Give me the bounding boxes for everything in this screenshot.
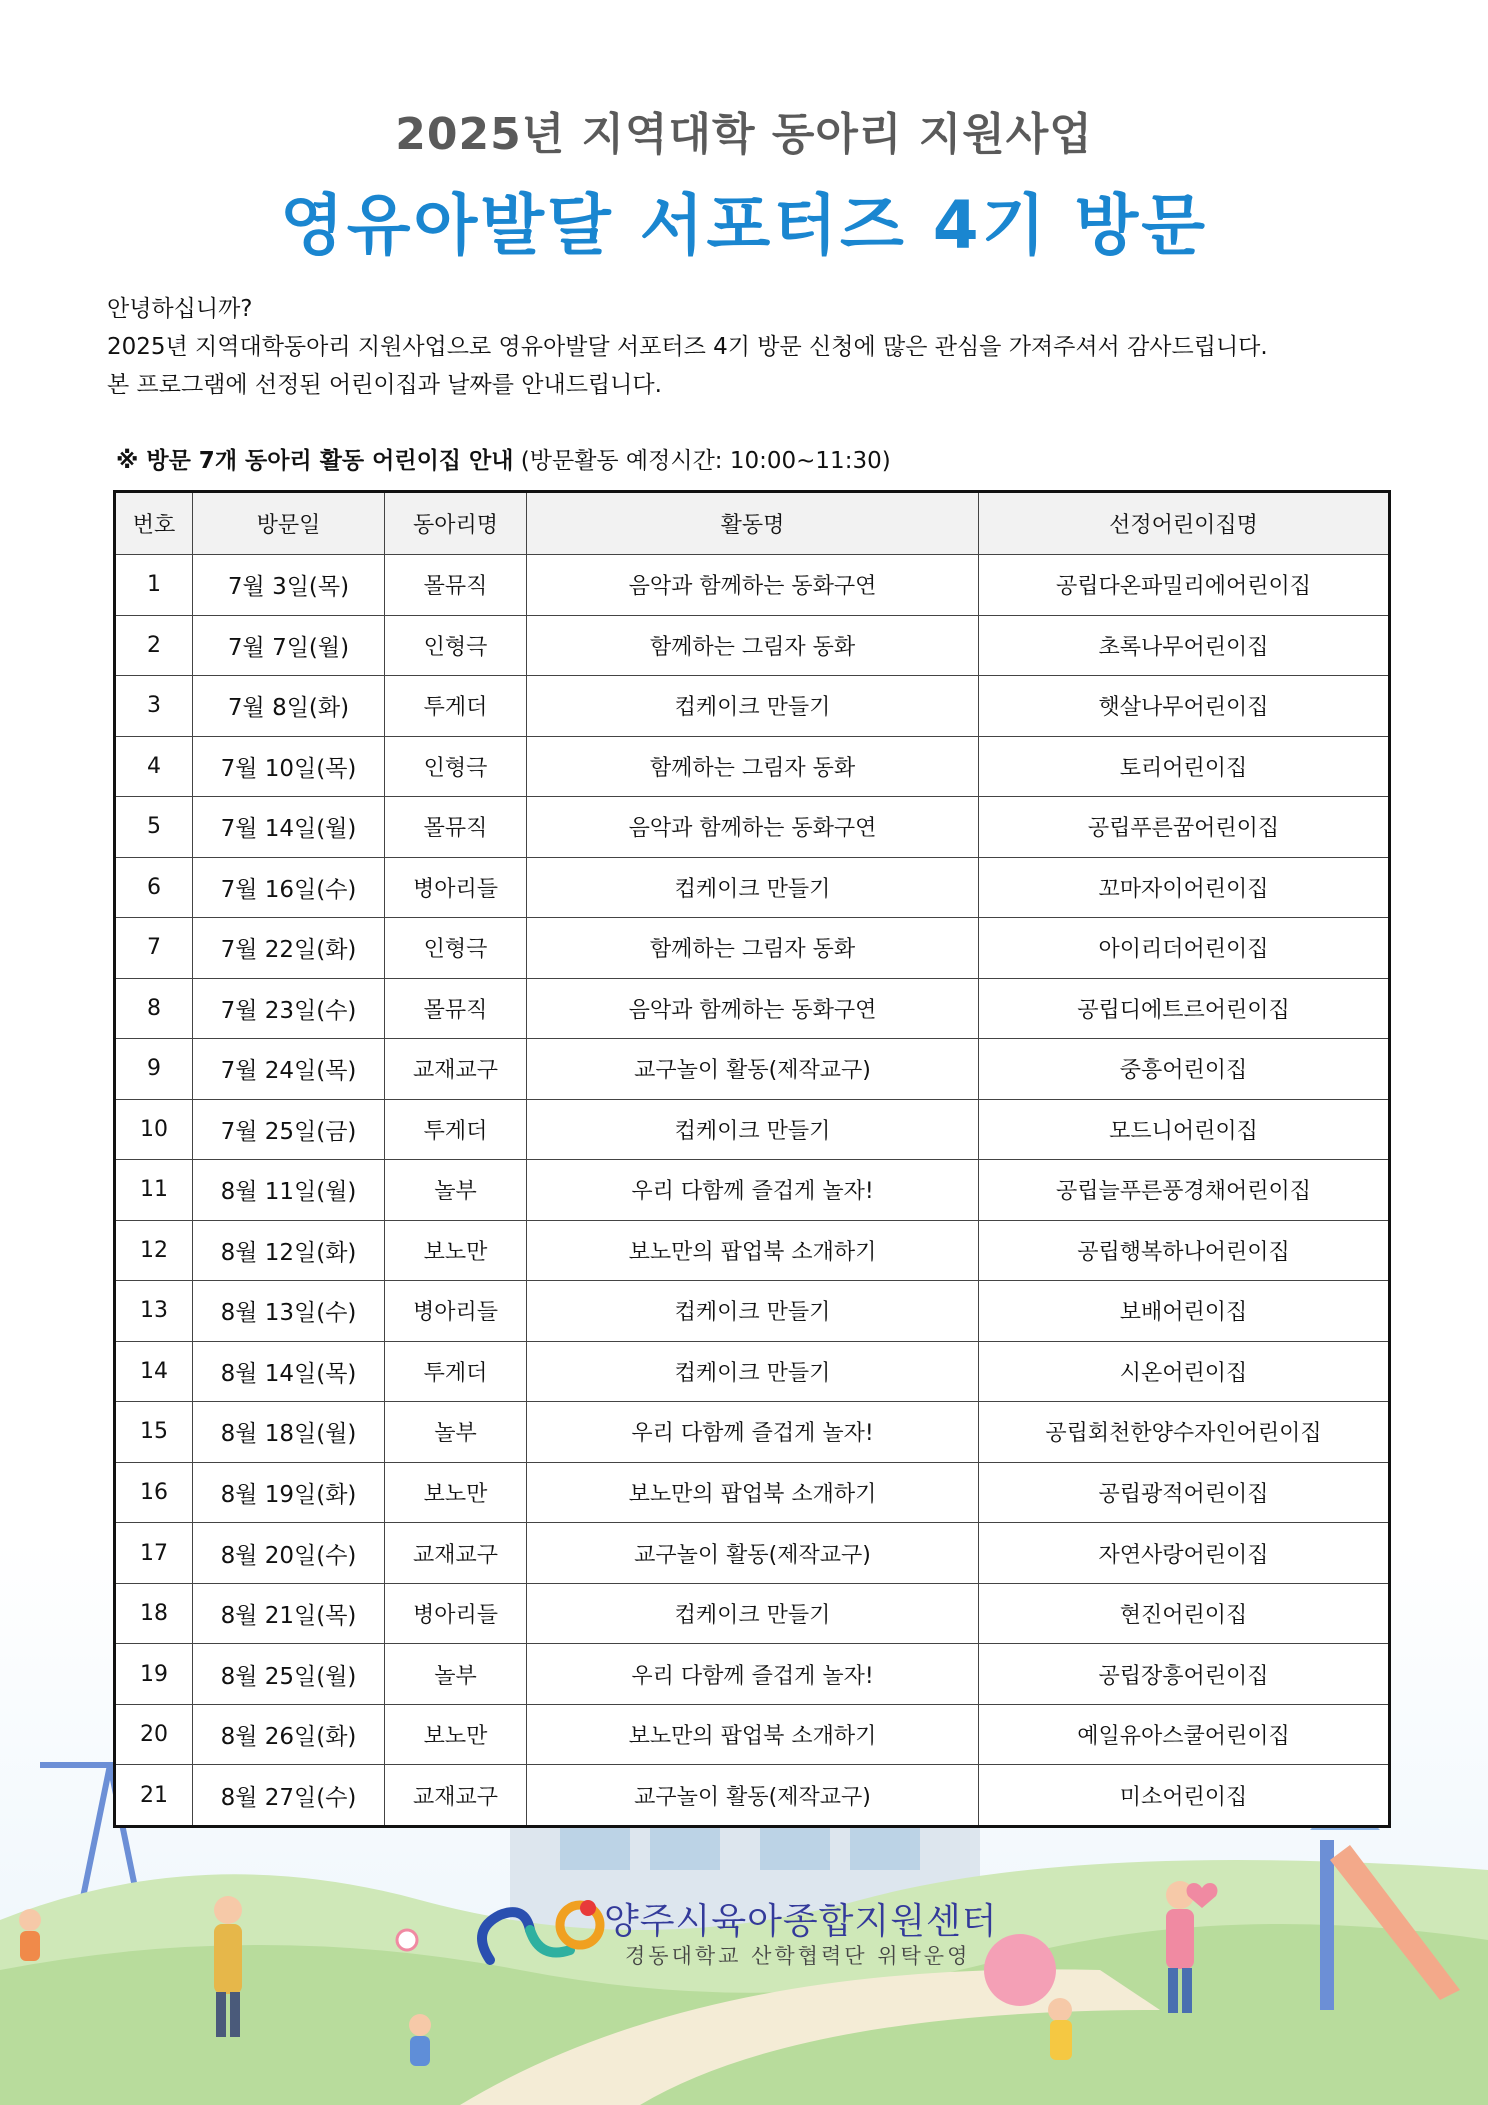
daycare-name-cell: 공립푸른꿈어린이집 bbox=[979, 797, 1390, 858]
intro-line-3: 본 프로그램에 선정된 어린이집과 날짜를 안내드립니다. bbox=[107, 372, 662, 398]
visit-date-cell: 8월 13일(수) bbox=[193, 1281, 385, 1342]
club-name-cell: 교재교구 bbox=[385, 1039, 527, 1100]
club-name-cell: 병아리들 bbox=[385, 857, 527, 918]
activity-name-cell: 함께하는 그림자 동화 bbox=[527, 615, 979, 676]
row-number-cell: 19 bbox=[115, 1644, 193, 1705]
visit-date-cell: 7월 14일(월) bbox=[193, 797, 385, 858]
row-number-cell: 3 bbox=[115, 676, 193, 737]
table-row bbox=[115, 918, 1390, 979]
row-number-cell: 15 bbox=[115, 1402, 193, 1463]
daycare-name-cell: 초록나무어린이집 bbox=[979, 615, 1390, 676]
activity-name-cell: 교구놀이 활동(제작교구) bbox=[527, 1765, 979, 1827]
daycare-name-cell: 시온어린이집 bbox=[979, 1341, 1390, 1402]
visit-date-cell: 7월 8일(화) bbox=[193, 676, 385, 737]
row-number-cell: 13 bbox=[115, 1281, 193, 1342]
visit-date-cell: 7월 24일(목) bbox=[193, 1039, 385, 1100]
table-row bbox=[115, 1099, 1390, 1160]
club-name-cell: 놀부 bbox=[385, 1160, 527, 1221]
activity-name-cell: 보노만의 팝업북 소개하기 bbox=[527, 1704, 979, 1765]
daycare-name-cell: 중흥어린이집 bbox=[979, 1039, 1390, 1100]
visit-date-cell: 8월 18일(월) bbox=[193, 1402, 385, 1463]
club-name-cell: 투게더 bbox=[385, 1341, 527, 1402]
row-number-cell: 12 bbox=[115, 1220, 193, 1281]
table-row bbox=[115, 1039, 1390, 1100]
column-header: 동아리명 bbox=[385, 492, 527, 555]
daycare-name-cell: 자연사랑어린이집 bbox=[979, 1523, 1390, 1584]
visit-date-cell: 7월 25일(금) bbox=[193, 1099, 385, 1160]
visit-date-cell: 8월 20일(수) bbox=[193, 1523, 385, 1584]
visit-date-cell: 8월 27일(수) bbox=[193, 1765, 385, 1827]
table-row bbox=[115, 1160, 1390, 1221]
club-name-cell: 인형극 bbox=[385, 615, 527, 676]
club-name-cell: 보노만 bbox=[385, 1220, 527, 1281]
intro-text bbox=[107, 290, 1387, 404]
column-header: 방문일 bbox=[193, 492, 385, 555]
club-name-cell: 투게더 bbox=[385, 676, 527, 737]
club-name-cell: 교재교구 bbox=[385, 1765, 527, 1827]
table-row bbox=[115, 1402, 1390, 1463]
schedule-table bbox=[113, 490, 1391, 1828]
activity-name-cell: 보노만의 팝업북 소개하기 bbox=[527, 1220, 979, 1281]
daycare-name-cell: 미소어린이집 bbox=[979, 1765, 1390, 1827]
visit-date-cell: 7월 23일(수) bbox=[193, 978, 385, 1039]
visit-date-cell: 8월 11일(월) bbox=[193, 1160, 385, 1221]
daycare-name-cell: 예일유아스쿨어린이집 bbox=[979, 1704, 1390, 1765]
daycare-name-cell: 토리어린이집 bbox=[979, 736, 1390, 797]
table-row bbox=[115, 1462, 1390, 1523]
org-name: 양주시육아종합지원센터 bbox=[604, 1901, 998, 1942]
activity-name-cell: 함께하는 그림자 동화 bbox=[527, 918, 979, 979]
activity-name-cell: 교구놀이 활동(제작교구) bbox=[527, 1039, 979, 1100]
visit-date-cell: 7월 7일(월) bbox=[193, 615, 385, 676]
visit-date-cell: 8월 25일(월) bbox=[193, 1644, 385, 1705]
activity-name-cell: 함께하는 그림자 동화 bbox=[527, 736, 979, 797]
notice-time: (방문활동 예정시간: 10:00~11:30) bbox=[520, 448, 891, 474]
activity-name-cell: 교구놀이 활동(제작교구) bbox=[527, 1523, 979, 1584]
club-name-cell: 몰뮤직 bbox=[385, 978, 527, 1039]
activity-name-cell: 컵케이크 만들기 bbox=[527, 1583, 979, 1644]
daycare-name-cell: 공립디에트르어린이집 bbox=[979, 978, 1390, 1039]
row-number-cell: 20 bbox=[115, 1704, 193, 1765]
row-number-cell: 17 bbox=[115, 1523, 193, 1584]
table-row bbox=[115, 1765, 1390, 1827]
row-number-cell: 1 bbox=[115, 555, 193, 616]
daycare-name-cell: 공립장흥어린이집 bbox=[979, 1644, 1390, 1705]
visit-date-cell: 8월 26일(화) bbox=[193, 1704, 385, 1765]
table-row bbox=[115, 797, 1390, 858]
table-row bbox=[115, 1523, 1390, 1584]
daycare-name-cell: 햇살나무어린이집 bbox=[979, 676, 1390, 737]
activity-name-cell: 컵케이크 만들기 bbox=[527, 1099, 979, 1160]
activity-name-cell: 음악과 함께하는 동화구연 bbox=[527, 797, 979, 858]
header-subtitle: 2025년 지역대학 동아리 지원사업 bbox=[395, 109, 1093, 160]
visit-date-cell: 7월 3일(목) bbox=[193, 555, 385, 616]
activity-name-cell: 컵케이크 만들기 bbox=[527, 857, 979, 918]
table-row bbox=[115, 615, 1390, 676]
daycare-name-cell: 보배어린이집 bbox=[979, 1281, 1390, 1342]
activity-name-cell: 음악과 함께하는 동화구연 bbox=[527, 978, 979, 1039]
daycare-name-cell: 공립다온파밀리에어린이집 bbox=[979, 555, 1390, 616]
club-name-cell: 놀부 bbox=[385, 1644, 527, 1705]
column-header: 번호 bbox=[115, 492, 193, 555]
row-number-cell: 7 bbox=[115, 918, 193, 979]
row-number-cell: 5 bbox=[115, 797, 193, 858]
visit-date-cell: 7월 22일(화) bbox=[193, 918, 385, 979]
row-number-cell: 18 bbox=[115, 1583, 193, 1644]
intro-line-1: 안녕하십니까? bbox=[107, 296, 253, 322]
column-header: 선정어린이집명 bbox=[979, 492, 1390, 555]
club-name-cell: 보노만 bbox=[385, 1704, 527, 1765]
table-header-row bbox=[115, 492, 1390, 555]
table-row bbox=[115, 1583, 1390, 1644]
table-row bbox=[115, 1281, 1390, 1342]
logo-mark-icon bbox=[482, 1900, 600, 1960]
activity-name-cell: 우리 다함께 즐겁게 놀자! bbox=[527, 1644, 979, 1705]
row-number-cell: 16 bbox=[115, 1462, 193, 1523]
daycare-name-cell: 아이리더어린이집 bbox=[979, 918, 1390, 979]
club-name-cell: 병아리들 bbox=[385, 1281, 527, 1342]
activity-name-cell: 보노만의 팝업북 소개하기 bbox=[527, 1462, 979, 1523]
table-body bbox=[115, 555, 1390, 1827]
visit-date-cell: 8월 12일(화) bbox=[193, 1220, 385, 1281]
daycare-name-cell: 공립늘푸른풍경채어린이집 bbox=[979, 1160, 1390, 1221]
table-row bbox=[115, 978, 1390, 1039]
activity-name-cell: 컵케이크 만들기 bbox=[527, 1281, 979, 1342]
club-name-cell: 인형극 bbox=[385, 736, 527, 797]
club-name-cell: 놀부 bbox=[385, 1402, 527, 1463]
daycare-name-cell: 현진어린이집 bbox=[979, 1583, 1390, 1644]
table-row bbox=[115, 1644, 1390, 1705]
intro-line-2: 2025년 지역대학동아리 지원사업으로 영유아발달 서포터즈 4기 방문 신청에 많은 관심을 가져주셔서 감사드립니다. bbox=[107, 334, 1268, 360]
activity-name-cell: 음악과 함께하는 동화구연 bbox=[527, 555, 979, 616]
club-name-cell: 몰뮤직 bbox=[385, 797, 527, 858]
row-number-cell: 8 bbox=[115, 978, 193, 1039]
table-row bbox=[115, 1704, 1390, 1765]
activity-name-cell: 컵케이크 만들기 bbox=[527, 676, 979, 737]
visit-date-cell: 8월 14일(목) bbox=[193, 1341, 385, 1402]
club-name-cell: 보노만 bbox=[385, 1462, 527, 1523]
row-number-cell: 4 bbox=[115, 736, 193, 797]
notice-bold: ※ 방문 7개 동아리 활동 어린이집 안내 bbox=[116, 448, 514, 474]
club-name-cell: 교재교구 bbox=[385, 1523, 527, 1584]
row-number-cell: 10 bbox=[115, 1099, 193, 1160]
club-name-cell: 투게더 bbox=[385, 1099, 527, 1160]
activity-name-cell: 우리 다함께 즐겁게 놀자! bbox=[527, 1160, 979, 1221]
row-number-cell: 2 bbox=[115, 615, 193, 676]
activity-name-cell: 컵케이크 만들기 bbox=[527, 1341, 979, 1402]
club-name-cell: 몰뮤직 bbox=[385, 555, 527, 616]
daycare-name-cell: 꼬마자이어린이집 bbox=[979, 857, 1390, 918]
row-number-cell: 14 bbox=[115, 1341, 193, 1402]
daycare-name-cell: 공립광적어린이집 bbox=[979, 1462, 1390, 1523]
table-row bbox=[115, 1220, 1390, 1281]
row-number-cell: 9 bbox=[115, 1039, 193, 1100]
visit-date-cell: 8월 21일(목) bbox=[193, 1583, 385, 1644]
row-number-cell: 6 bbox=[115, 857, 193, 918]
club-name-cell: 인형극 bbox=[385, 918, 527, 979]
daycare-name-cell: 공립행복하나어린이집 bbox=[979, 1220, 1390, 1281]
table-row bbox=[115, 1341, 1390, 1402]
activity-name-cell: 우리 다함께 즐겁게 놀자! bbox=[527, 1402, 979, 1463]
notice-line bbox=[116, 442, 891, 475]
row-number-cell: 21 bbox=[115, 1765, 193, 1827]
org-subtitle: 경동대학교 산학협력단 위탁운영 bbox=[625, 1944, 971, 1968]
table-row bbox=[115, 736, 1390, 797]
daycare-name-cell: 모드니어린이집 bbox=[979, 1099, 1390, 1160]
column-header: 활동명 bbox=[527, 492, 979, 555]
table-row bbox=[115, 676, 1390, 737]
visit-date-cell: 7월 10일(목) bbox=[193, 736, 385, 797]
header-title: 영유아발달 서포터즈 4기 방문 bbox=[280, 187, 1208, 264]
visit-date-cell: 8월 19일(화) bbox=[193, 1462, 385, 1523]
visit-date-cell: 7월 16일(수) bbox=[193, 857, 385, 918]
daycare-name-cell: 공립회천한양수자인어린이집 bbox=[979, 1402, 1390, 1463]
table-row bbox=[115, 857, 1390, 918]
row-number-cell: 11 bbox=[115, 1160, 193, 1221]
club-name-cell: 병아리들 bbox=[385, 1583, 527, 1644]
table-row bbox=[115, 555, 1390, 616]
